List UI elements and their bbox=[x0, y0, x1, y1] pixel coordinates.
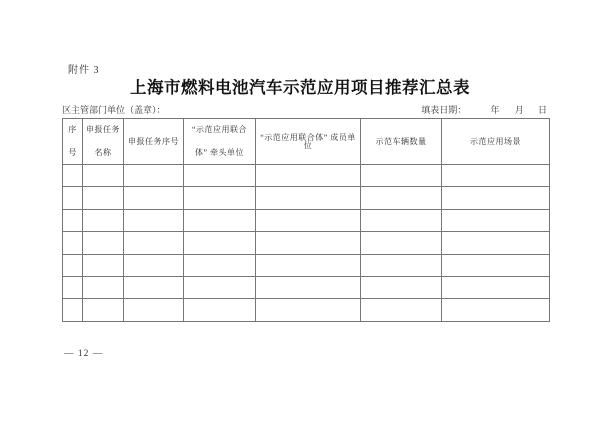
empty-cell bbox=[442, 254, 550, 276]
empty-cell bbox=[63, 165, 83, 187]
empty-cell bbox=[361, 209, 442, 231]
empty-cell bbox=[124, 299, 184, 321]
empty-cell bbox=[63, 254, 83, 276]
table-row bbox=[63, 254, 550, 276]
empty-cell bbox=[124, 187, 184, 209]
empty-cell bbox=[83, 299, 124, 321]
empty-cell bbox=[442, 187, 550, 209]
fill-date-day-label: 日 bbox=[537, 105, 547, 115]
empty-cell bbox=[83, 187, 124, 209]
header-line: 序 bbox=[68, 125, 77, 135]
table-header bbox=[63, 119, 550, 165]
empty-cell bbox=[361, 254, 442, 276]
empty-cell bbox=[256, 209, 361, 231]
header-cell-member-unit bbox=[256, 119, 361, 165]
empty-cell bbox=[83, 254, 124, 276]
summary-table bbox=[62, 118, 550, 322]
empty-cell bbox=[361, 232, 442, 254]
empty-cell bbox=[124, 254, 184, 276]
empty-cell bbox=[124, 165, 184, 187]
empty-cell bbox=[83, 276, 124, 298]
page-number: — 12 — bbox=[64, 349, 104, 359]
header-row bbox=[63, 119, 550, 165]
empty-cell bbox=[256, 254, 361, 276]
header-cell-application-scene bbox=[442, 119, 550, 165]
empty-cell bbox=[83, 209, 124, 231]
table-row bbox=[63, 276, 550, 298]
fill-date bbox=[421, 103, 547, 116]
header-line: 示范应用场景 bbox=[470, 136, 521, 146]
empty-cell bbox=[184, 299, 256, 321]
empty-cell bbox=[361, 165, 442, 187]
empty-cell bbox=[63, 187, 83, 209]
header-line: 体” 牵头单位 bbox=[194, 147, 245, 157]
empty-cell bbox=[184, 276, 256, 298]
empty-cell bbox=[184, 187, 256, 209]
header-line: 申报任务序号 bbox=[128, 136, 179, 146]
header-cell-lead-unit bbox=[184, 119, 256, 165]
header-line: “示范应用联合 bbox=[191, 125, 248, 135]
empty-cell bbox=[442, 209, 550, 231]
info-row bbox=[62, 103, 547, 116]
empty-cell bbox=[442, 165, 550, 187]
header-cell-task-name bbox=[83, 119, 124, 165]
table-row bbox=[63, 232, 550, 254]
empty-cell bbox=[124, 232, 184, 254]
fill-date-label: 填表日期： bbox=[421, 105, 467, 115]
empty-cell bbox=[83, 232, 124, 254]
empty-cell bbox=[361, 276, 442, 298]
header-line: 申报任务 bbox=[86, 125, 120, 135]
empty-cell bbox=[256, 165, 361, 187]
header-cell-vehicle-count bbox=[361, 119, 442, 165]
empty-cell bbox=[256, 187, 361, 209]
empty-cell bbox=[184, 165, 256, 187]
empty-cell bbox=[361, 299, 442, 321]
empty-cell bbox=[124, 209, 184, 231]
empty-cell bbox=[256, 232, 361, 254]
table-body bbox=[63, 165, 550, 322]
header-line: 名称 bbox=[94, 147, 112, 157]
empty-cell bbox=[184, 232, 256, 254]
empty-cell bbox=[184, 209, 256, 231]
empty-cell bbox=[124, 276, 184, 298]
empty-cell bbox=[256, 299, 361, 321]
empty-cell bbox=[442, 299, 550, 321]
empty-cell bbox=[184, 254, 256, 276]
fill-date-year-label: 年 bbox=[490, 105, 500, 115]
table-row bbox=[63, 187, 550, 209]
empty-cell bbox=[442, 276, 550, 298]
empty-cell bbox=[256, 276, 361, 298]
empty-cell bbox=[361, 187, 442, 209]
empty-cell bbox=[442, 232, 550, 254]
header-line: 号 bbox=[68, 147, 77, 157]
empty-cell bbox=[63, 232, 83, 254]
attachment-label: 附件 3 bbox=[68, 65, 100, 76]
table-row bbox=[63, 299, 550, 321]
unit-seal-label: 区主管部门单位（盖章）： bbox=[62, 105, 166, 115]
header-line: “示范应用联合体” 成员单位 bbox=[260, 132, 356, 150]
table-row bbox=[63, 165, 550, 187]
empty-cell bbox=[63, 299, 83, 321]
empty-cell bbox=[63, 209, 83, 231]
fill-date-month-label: 月 bbox=[514, 105, 524, 115]
header-line: 示范车辆数量 bbox=[375, 136, 427, 146]
empty-cell bbox=[63, 276, 83, 298]
header-cell-task-number bbox=[124, 119, 184, 165]
table-row bbox=[63, 209, 550, 231]
header-cell-serial-number bbox=[63, 119, 83, 165]
empty-cell bbox=[83, 165, 124, 187]
page-title: 上海市燃料电池汽车示范应用项目推荐汇总表 bbox=[130, 78, 470, 97]
